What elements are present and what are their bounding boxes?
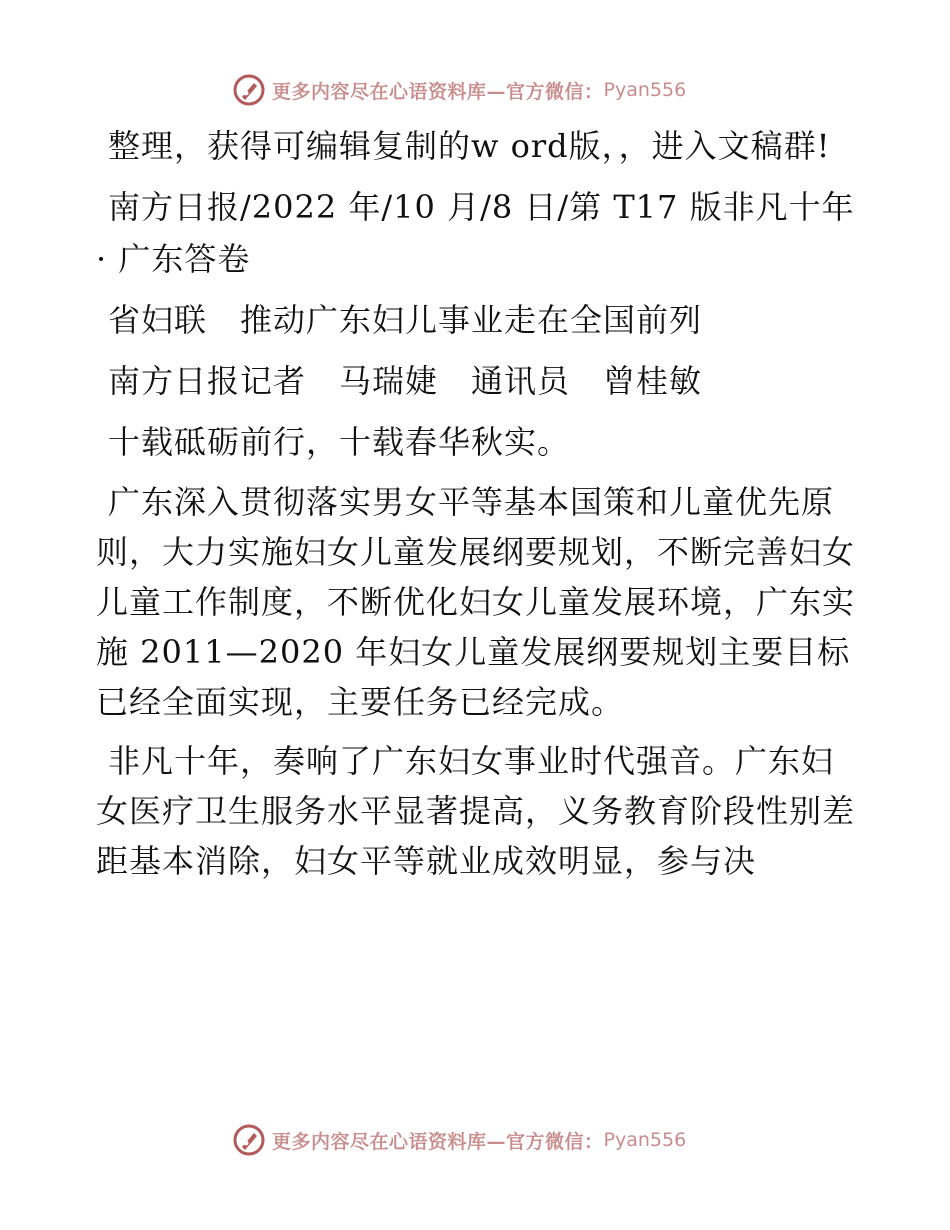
- intro-paragraph: 整理，获得可编辑复制的w ord版，，进入文稿群!: [108, 127, 831, 165]
- footer-watermark: [232, 1120, 686, 1160]
- byline: 南方日报记者 马瑞婕 通讯员 曾桂敏: [108, 362, 703, 400]
- lead-sentence: 十载砥砺前行，十载春华秋实。: [108, 423, 571, 461]
- fountain-pen-logo-icon: [232, 1123, 266, 1157]
- source-line: 南方日报/2022 年/10 月/8 日/第 T17 版非凡十年· 广东答卷: [96, 188, 855, 278]
- watermark-wechat-id: Pyan556: [603, 1129, 687, 1151]
- watermark-text: 更多内容尽在心语资料库—官方微信：: [272, 80, 604, 103]
- body-paragraph: 非凡十年，奏响了广东妇女事业时代强音。广东妇女医疗卫生服务水平显著提高，义务教育阶段性别差距基本消除，妇女平等就业成效明显，参与决: [96, 742, 856, 880]
- body-paragraph: 广东深入贯彻落实男女平等基本国策和儿童优先原则，大力实施妇女儿童发展纲要规划，不断完善妇女儿童工作制度，不断优化妇女儿童发展环境，广东实施 2011—2020 年妇女儿童发展纲要规划主要目标已经全面实现，主要任务已经完成。: [96, 483, 856, 721]
- document-body: [96, 120, 856, 895]
- article-title: 省妇联 推动广东妇儿事业走在全国前列: [108, 301, 703, 339]
- watermark-wechat-id: Pyan556: [603, 79, 687, 101]
- fountain-pen-logo-icon: [232, 73, 266, 107]
- watermark-text: 更多内容尽在心语资料库—官方微信：: [272, 1130, 604, 1153]
- header-watermark: [232, 70, 686, 110]
